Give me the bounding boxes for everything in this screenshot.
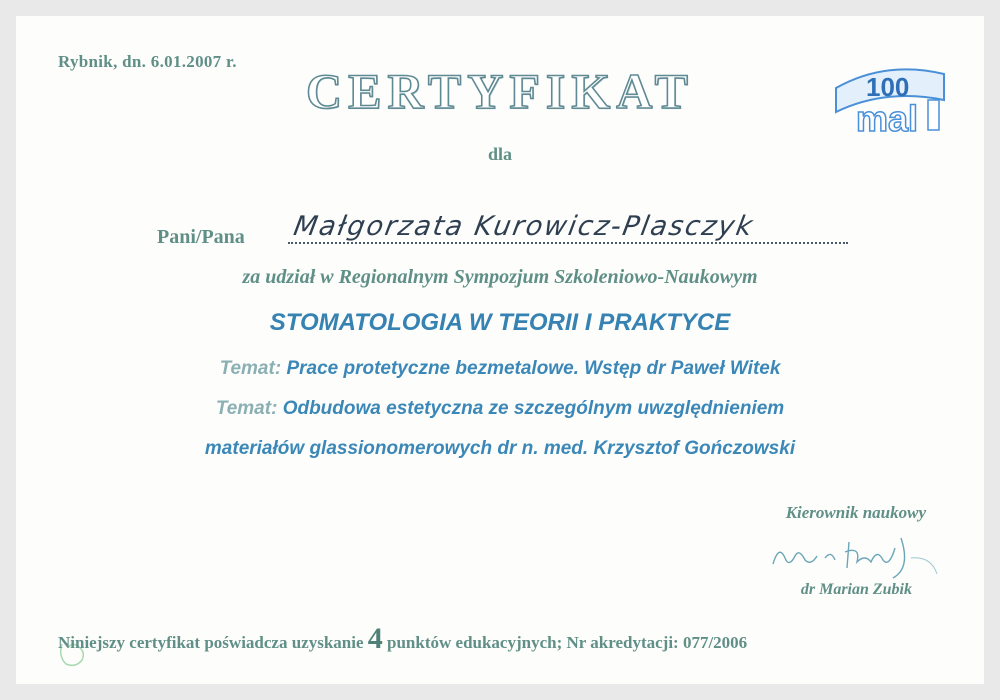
signatory-role: Kierownik naukowy: [785, 503, 926, 522]
symposium-title: STOMATOLOGIA W TEORII I PRAKTYCE: [269, 309, 731, 336]
points-value: 4: [367, 622, 383, 655]
topic-2-text: Odbudowa estetyczna ze szczególnym uwzględnieniem: [282, 398, 785, 419]
certificate-page: [16, 16, 984, 684]
for-label: dla: [487, 144, 512, 164]
footer-text-before: Niniejszy certyfikat poświadcza uzyskanie: [58, 633, 364, 652]
participation-text: za udział w Regionalnym Sympozjum Szkoleniowo-Naukowym: [242, 266, 758, 288]
issue-date: Rybnik, dn. 6.01.2007 r.: [58, 52, 237, 71]
recipient-label: Pani/Pana: [157, 226, 245, 248]
certificate-title: CERTYFIKAT: [306, 63, 694, 119]
topic-2-label: Temat:: [215, 398, 278, 419]
topic-1: [16, 358, 984, 380]
footer-text-after: punktów edukacyjnych; Nr akredytacji: 077/2006: [387, 633, 748, 652]
topic-1-text: Prace protetyczne bezmetalowe. Wstęp dr Paweł Witek: [286, 358, 781, 379]
recipient-name-handwritten: Małgorzata Kurowicz-Plasczyk: [291, 211, 757, 242]
signatory-name: dr Marian Zubik: [800, 581, 912, 598]
name-dotted-line: [288, 242, 848, 244]
logo-text: mal: [856, 98, 919, 134]
topic-2-continuation: materiałów glassionomerowych dr n. med. Krzysztof Gończowski: [204, 438, 796, 459]
topic-1-label: Temat:: [219, 358, 282, 379]
signature: [761, 528, 941, 584]
logo-number: 100: [866, 72, 910, 102]
footer-statement: [58, 622, 747, 656]
topic-2: [16, 398, 984, 420]
